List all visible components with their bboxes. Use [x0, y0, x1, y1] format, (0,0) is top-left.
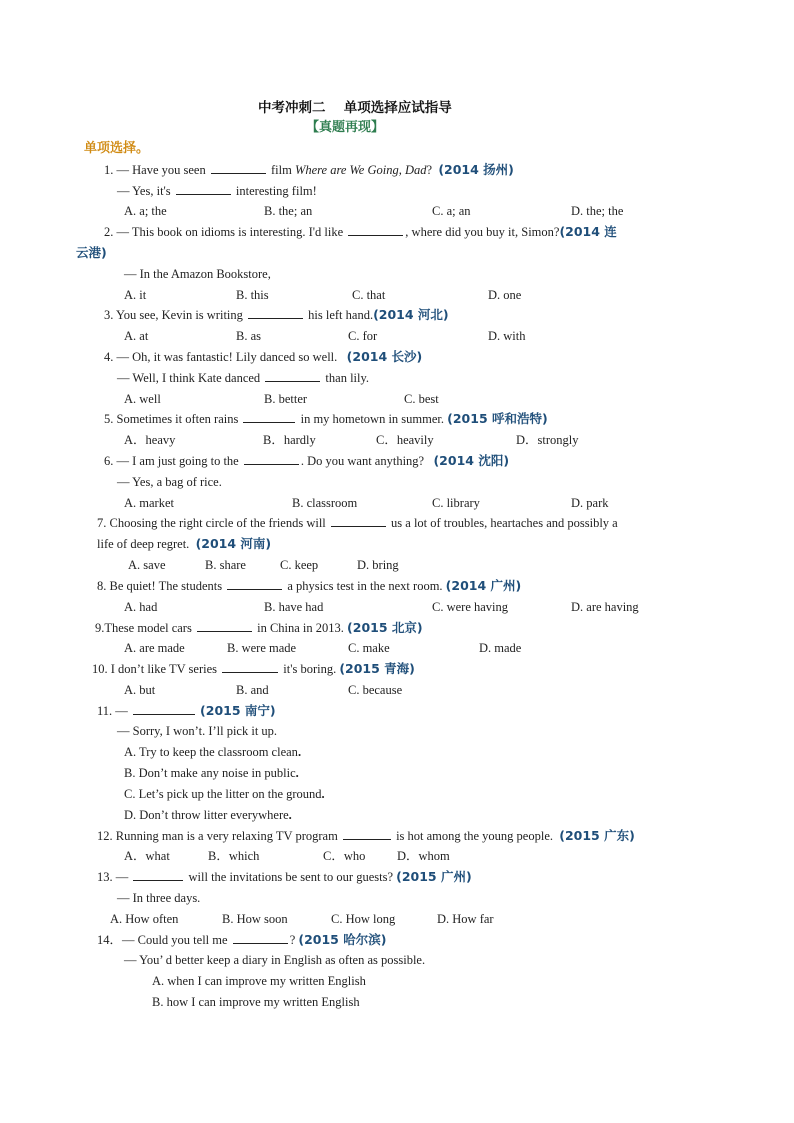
option-c[interactable]: C. a; an [432, 204, 471, 218]
answer-blank [176, 183, 231, 195]
answer-blank [265, 370, 320, 382]
option-text: A. Try to keep the classroom clean [124, 745, 298, 759]
question-text: film [270, 163, 292, 177]
question-source: (2014 长沙) [346, 349, 423, 364]
question-10 [92, 661, 415, 677]
option-a[interactable]: A. save [128, 558, 166, 572]
option-c[interactable]: C．heavily [376, 433, 434, 447]
question-source: (2015 北京) [347, 620, 423, 635]
option-period: . [297, 745, 302, 759]
answer-line [117, 183, 317, 199]
option-a[interactable]: A. well [124, 392, 161, 406]
answer-blank [243, 411, 295, 423]
option-b[interactable]: B．hardly [263, 433, 316, 447]
answer-blank [133, 869, 183, 881]
question-9 [95, 620, 423, 636]
option-d[interactable]: D. with [488, 329, 526, 343]
option-b[interactable]: B. and [236, 683, 269, 697]
option-c[interactable] [124, 786, 325, 802]
question-text: in my hometown in summer. [300, 412, 445, 426]
question-text: 7. Choosing the right circle of the friends will [97, 516, 326, 530]
option-d[interactable]: D. one [488, 288, 522, 302]
answer-text: interesting film! [235, 184, 317, 198]
option-d[interactable]: D．whom [397, 849, 450, 863]
answer-blank [211, 162, 266, 174]
answer-blank [343, 828, 391, 840]
option-b[interactable]: B. better [264, 392, 308, 406]
question-text: 10. I don’t like TV series [92, 662, 217, 676]
option-a[interactable]: A. had [124, 600, 158, 614]
question-3 [104, 307, 449, 323]
question-text: will the invitations be sent to our guests? [188, 870, 393, 884]
option-b[interactable]: B. How soon [222, 912, 288, 926]
question-source: (2015 呼和浩特) [447, 411, 548, 426]
answer-blank [222, 661, 278, 673]
question-text: 1. — Have you seen [104, 163, 206, 177]
option-c[interactable]: C. make [348, 641, 390, 655]
option-a[interactable]: A．heavy [124, 433, 176, 447]
question-source: (2015 青海) [339, 661, 415, 676]
question-source: (2014 广州) [445, 578, 522, 593]
question-text: 4. — Oh, it was fantastic! Lily danced so well. [104, 350, 338, 364]
option-b[interactable]: B. how I can improve my written English [152, 995, 360, 1009]
question-text: is hot among the young people. [396, 829, 553, 843]
section-heading: 单项选择。 [84, 141, 150, 156]
question-11 [97, 703, 276, 719]
option-c[interactable]: C. were having [432, 600, 509, 614]
option-a[interactable]: A. it [124, 288, 147, 302]
answer-blank [197, 620, 252, 632]
question-source: (2015 广东) [559, 828, 635, 843]
option-period: . [288, 808, 292, 822]
question-text: 2. — This book on idioms is interesting. I'd like [104, 225, 344, 239]
question-text: life of deep regret. [97, 537, 190, 551]
question-text: in China in 2013. [257, 621, 344, 635]
question-text: ? [289, 933, 296, 947]
option-b[interactable]: B. as [236, 329, 261, 343]
option-text: B. Don’t make any noise in public [124, 766, 296, 780]
option-b[interactable]: B. have had [264, 600, 324, 614]
option-b[interactable]: B. this [236, 288, 269, 302]
answer-blank [248, 307, 303, 319]
question-8 [97, 578, 521, 594]
answer-blank [348, 224, 403, 236]
question-text: a physics test in the next room. [287, 579, 443, 593]
option-b[interactable] [124, 765, 299, 781]
option-a[interactable]: A．what [124, 849, 170, 863]
answer-line: — You’ d better keep a diary in English as often as possible. [124, 953, 426, 967]
option-a[interactable]: A. market [124, 496, 174, 510]
section-subtitle: 【真题再现】 [306, 120, 385, 135]
answer-text: — Yes, it's [117, 184, 171, 198]
option-d[interactable]: D. the; the [571, 204, 624, 218]
film-title: Where are We Going, Dad [294, 163, 427, 177]
option-c[interactable]: C. best [404, 392, 439, 406]
question-text: 12. Running man is a very relaxing TV program [97, 829, 338, 843]
question-source: (2014 河北) [373, 307, 449, 322]
question-text: , where did you buy it, Simon? [405, 225, 560, 239]
question-7-line-2 [97, 536, 271, 552]
answer-text: than lily. [325, 371, 370, 385]
question-text: 3. You see, Kevin is writing [104, 308, 243, 322]
question-source: (2014 沈阳) [433, 453, 510, 468]
option-c[interactable]: C．who [323, 849, 366, 863]
option-d[interactable]: D. How far [437, 912, 494, 926]
question-text: it's boring. [283, 662, 337, 676]
question-13 [97, 869, 472, 885]
question-text: his left hand. [308, 308, 374, 322]
question-source: (2015 哈尔滨) [298, 932, 387, 947]
answer-blank [233, 932, 288, 944]
answer-text: — Well, I think Kate danced [117, 371, 261, 385]
option-d[interactable]: D. made [479, 641, 522, 655]
question-text: 13. — [97, 870, 129, 884]
question-14 [97, 932, 386, 948]
answer-blank [331, 515, 386, 527]
answer-line: — Yes, a bag of rice. [117, 475, 222, 489]
question-1 [104, 162, 514, 178]
option-c[interactable]: C. keep [280, 558, 319, 572]
option-b[interactable]: B. the; an [264, 204, 313, 218]
option-a[interactable]: A. How often [110, 912, 179, 926]
option-c[interactable]: C. that [352, 288, 386, 302]
option-b[interactable]: B. share [205, 558, 246, 572]
option-period: . [295, 766, 299, 780]
option-a[interactable] [124, 744, 301, 760]
question-text: ? [426, 163, 433, 177]
option-c[interactable]: C. How long [331, 912, 396, 926]
option-b[interactable]: B. classroom [292, 496, 358, 510]
option-d[interactable]: D．strongly [516, 433, 579, 447]
question-4 [104, 349, 422, 365]
question-text: 8. Be quiet! The students [97, 579, 223, 593]
question-5 [104, 411, 548, 427]
option-d[interactable]: D. are having [571, 600, 639, 614]
question-text: 9.These model cars [95, 621, 192, 635]
question-source: (2014 河南) [195, 536, 272, 551]
answer-blank [227, 578, 282, 590]
option-a[interactable]: A. at [124, 329, 149, 343]
option-period: . [321, 787, 325, 801]
question-source: (2014 扬州) [438, 162, 514, 177]
option-c[interactable]: C. because [348, 683, 403, 697]
question-text: . Do you want anything? [300, 454, 425, 468]
answer-line: — In three days. [117, 891, 201, 905]
page-title: 中考冲刺二 单项选择应试指导 [258, 100, 452, 116]
option-a[interactable]: A. a; the [124, 204, 167, 218]
option-a[interactable]: A. when I can improve my written English [152, 974, 366, 988]
answer-blank [133, 703, 195, 715]
question-text: 5. Sometimes it often rains [104, 412, 239, 426]
question-text: us a lot of troubles, heartaches and possibly a [391, 516, 618, 530]
option-b[interactable]: B. were made [227, 641, 297, 655]
option-a[interactable]: A. are made [124, 641, 185, 655]
question-source: 云港) [76, 245, 107, 260]
question-2 [104, 224, 617, 240]
question-source: (2015 广州) [396, 869, 472, 884]
question-source: (2014 连 [559, 224, 617, 239]
question-source: (2015 南宁) [200, 703, 276, 718]
answer-line: — In the Amazon Bookstore, [124, 267, 271, 281]
option-c[interactable]: C. library [432, 496, 480, 510]
option-a[interactable]: A. but [124, 683, 156, 697]
option-d[interactable]: D. park [571, 496, 609, 510]
option-text: D. Don’t throw litter everywhere [124, 808, 289, 822]
option-c[interactable]: C. for [348, 329, 378, 343]
question-12 [97, 828, 635, 844]
question-text: 6. — I am just going to the [104, 454, 239, 468]
question-text: 14．— Could you tell me [97, 933, 228, 947]
question-text: 11. — [97, 704, 128, 718]
option-text: C. Let’s pick up the litter on the ground [124, 787, 322, 801]
answer-line [117, 370, 369, 386]
option-d[interactable] [124, 807, 292, 823]
question-7 [97, 515, 618, 531]
answer-blank [244, 453, 299, 465]
option-d[interactable]: D. bring [357, 558, 399, 572]
question-6 [104, 453, 509, 469]
option-b[interactable]: B．which [208, 849, 260, 863]
answer-line: — Sorry, I won’t. I’ll pick it up. [117, 724, 278, 738]
